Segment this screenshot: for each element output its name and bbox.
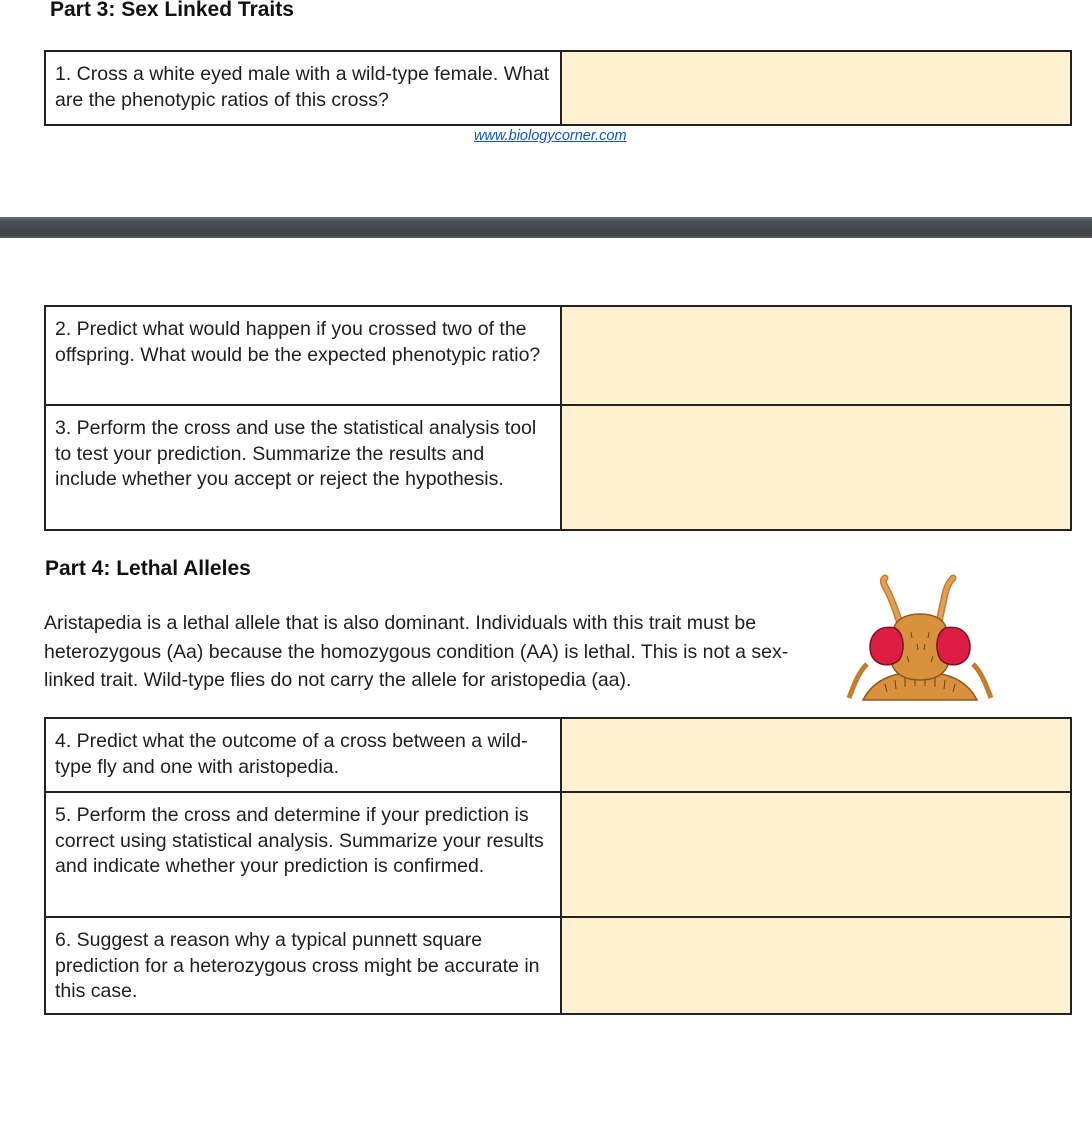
part4-heading: Part 4: Lethal Alleles — [45, 557, 251, 580]
question-5: 5. Perform the cross and determine if your prediction is correct using statistical analysis. Summarize your results and indicate whether your prediction is confirmed. — [45, 792, 561, 917]
table-row — [45, 306, 1071, 405]
part3-table-2 — [44, 305, 1072, 531]
part3-table-1 — [44, 50, 1072, 126]
table-row — [45, 917, 1071, 1014]
answer-3-field[interactable] — [561, 405, 1071, 530]
question-6: 6. Suggest a reason why a typical punnett square prediction for a heterozygous cross might be accurate in this case. — [45, 917, 561, 1014]
part3-heading: Part 3: Sex Linked Traits — [50, 0, 294, 21]
question-3: 3. Perform the cross and use the statistical analysis tool to test your prediction. Summarize the results and include whether you accept or reject the hypothesis. — [45, 405, 561, 530]
question-2: 2. Predict what would happen if you crossed two of the offspring. What would be the expected phenotypic ratio? — [45, 306, 561, 405]
biologycorner-link[interactable]: www.biologycorner.com — [474, 128, 627, 144]
answer-5-field[interactable] — [561, 792, 1071, 917]
question-1: 1. Cross a white eyed male with a wild-type female. What are the phenotypic ratios of this cross? — [45, 51, 561, 125]
answer-2-field[interactable] — [561, 306, 1071, 405]
table-row — [45, 718, 1071, 792]
page-divider — [0, 217, 1092, 238]
part4-table — [44, 717, 1072, 1015]
answer-6-field[interactable] — [561, 917, 1071, 1014]
question-4: 4. Predict what the outcome of a cross between a wild-type fly and one with aristopedia. — [45, 718, 561, 792]
table-row — [45, 51, 1071, 125]
answer-4-field[interactable] — [561, 718, 1071, 792]
fly-head-icon — [845, 572, 995, 702]
answer-1-field[interactable] — [561, 51, 1071, 125]
table-row — [45, 405, 1071, 530]
aristapedia-paragraph: Aristapedia is a lethal allele that is also dominant. Individuals with this trait must be heterozygous (Aa) because the homozygous condition (AA) is lethal. This is not a sex-linked trait. Wild-type flies do not carry the allele for aristopedia (aa). — [44, 612, 789, 691]
table-row — [45, 792, 1071, 917]
